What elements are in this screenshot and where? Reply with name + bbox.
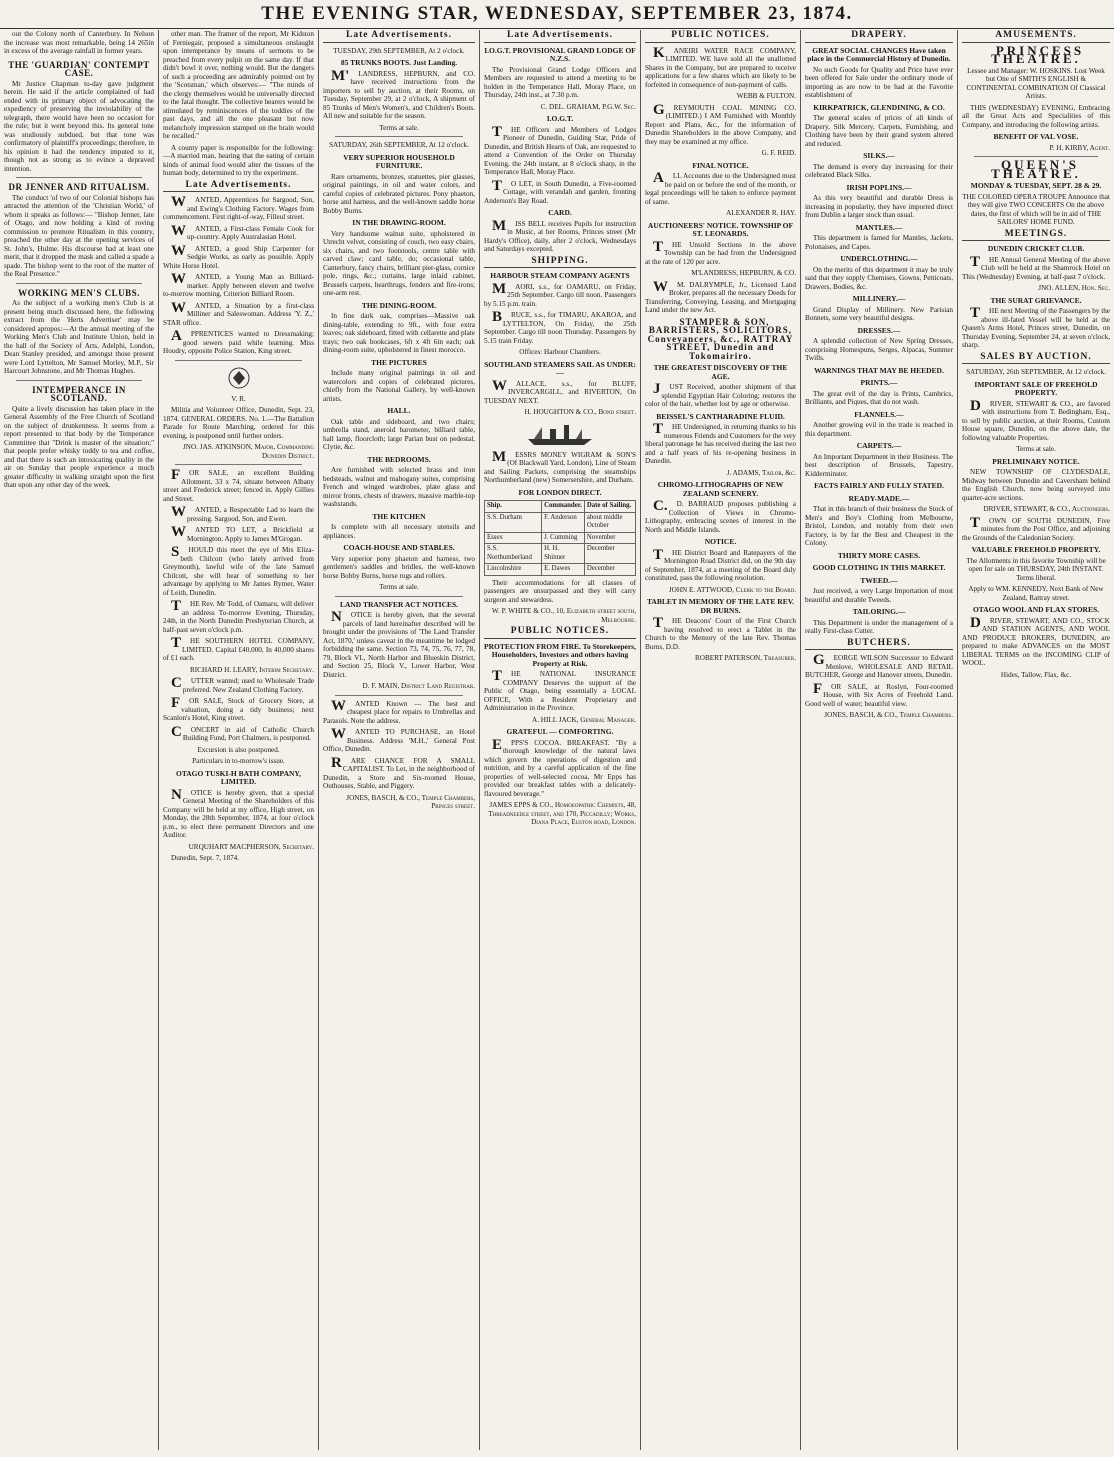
trunks-boots-title: 85 TRUNKS BOOTS. Just Landing.: [340, 58, 458, 67]
divider: [175, 464, 302, 465]
final-signature: ALEXANDER R. HAY.: [726, 209, 796, 217]
silks-text: The demand is every day increasing for their celebrated Black Silks.: [805, 162, 953, 179]
dresses-text: A splendid collection of New Spring Dresses, comprising Homespuns, Serges, Alpacas, Summer Twills.: [805, 337, 953, 362]
column-1: [0, 30, 158, 1450]
ad-item: WANTED, a First-class Female Cook for up-country. Apply Australasian Hotel.: [171, 222, 314, 241]
ad-item: WANTED TO PURCHASE, an Hotel Business. Address 'M.H.,' General Post Office, Dunedin.: [323, 726, 475, 753]
princess-text: Lessee and Manager: W. HOSKINS. Lost Week but One of SMITH'S ENGLISH & CONTINENTAL COMBINATION Of Classical Artists.: [966, 66, 1106, 100]
intemperance-paragraph: Quite a lively discussion has taken place in the General Assembly of the Free Church of Scotland on the subject of drunkenness. It seems from a report presented to that body by the Temperance Committee that "Drink is master of the situation;" that people prefer whisky toddy to tea and coffee, and that there is such an intoxicating quality in the air on Sunday that people experience a much greater difficulty in walking straight upon the first than upon any other day of the week.: [4, 404, 154, 489]
millinery-heading: MILLINERY.—: [852, 294, 906, 303]
table-header-row: [485, 501, 636, 513]
card-ad: MISS BELL receives Pupils for instruction in Music, at her Rooms, Princes street (Mr Hardy's Office), daily, after 2 o'clock, Wednesdays and Saturdays excepted.: [484, 217, 636, 253]
flannels-heading: FLANNELS.—: [854, 409, 904, 419]
passage-signature: W. P. WHITE & CO., 10, Elizabeth street south, Melbourne.: [491, 607, 636, 624]
table-row: [485, 512, 636, 532]
southern-hotel-signature: RICHARD H. LEARY, Interim Secretary.: [189, 665, 314, 674]
kirkpatrick-heading: KIRKPATRICK, GLENDINING, & CO.: [813, 102, 945, 112]
sailing-table: [484, 500, 636, 576]
vr-mark: V. R.: [231, 394, 246, 403]
column-4: [479, 30, 640, 1450]
iogt-signature: C. DEL. GRAHAM, P.G.W. Sec.: [540, 102, 636, 111]
pictures-heading: THE PICTURES: [371, 357, 427, 367]
land-transfer-notice: NOTICE is hereby given, that the several parcels of land hereinafter described will be brought under the provisions of 'The Land Transfer Act, 1870,' unless caveat in the meantime be lodged forbidding the same. Section 73, 74, 75, 76, 77, 78, 79, Block VI., North Harbor and Blueskin District, and Section 25, Block V., Lower Harbor, West District.: [323, 609, 475, 679]
wilson-ad: GEORGE WILSON Successor to Edward Menlove, WHOLESALE AND RETAIL BUTCHER, George and Hanover streets, Dunedin.: [805, 652, 953, 679]
thanks-signature: J. ADAMS, Tailor, &c.: [726, 468, 796, 477]
drawing-room-text: Very handsome walnut suite, upholstered in Utrecht velvet, consisting of couch, two easy chairs, six chairs, and two footstools, centre table with carved claw; card table, do; occasional table, Canterbury, fancy chairs, brilliant pier-glass, cornice pole, rings, &c.; curtains, large inlaid cabinet, Brussels carpets, hearthrugs, fenders and fire-irons; one-arm rest.: [323, 229, 475, 297]
auction-date: SATURDAY, 26th SEPTEMBER, At 12 o'clock.: [329, 141, 469, 149]
wool-footer: Hides, Tallow, Flax, &c.: [1000, 670, 1072, 679]
intro-paragraph: out the Colony north of Canterbury. In Nelson the increase was most remarkable, being 14 265in in excess of the average rainfall in former years.: [4, 30, 154, 55]
table-cell: H. H. Shinner: [542, 544, 585, 564]
auctioneers-heading: AUCTIONEERS' NOTICE. TOWNSHIP OF ST. LEONARDS.: [647, 220, 794, 238]
final-notice: ALL Accounts due to the Undersigned must be paid on or before the end of the month, or legal proceedings will be taken to enforce payment of same.: [645, 170, 796, 206]
stamper-ad: STAMPER & SON, BARRISTERS, SOLICITORS, Conveyancers, &c., RATTRAY STREET, Dunedin and Tokomairiro.: [647, 316, 794, 361]
table-header: Ship.: [485, 501, 542, 513]
sales-heading: SALES BY AUCTION.: [962, 353, 1110, 365]
late-ads-heading: Late Advertisements.: [484, 31, 636, 43]
roslyn-sale-ad: FOR SALE, at Roslyn, Four-roomed House, with Six Acres of Freehold Land. Good well of water; beautiful view.: [805, 680, 953, 708]
ad-item: WANTED TO LET, a Brickfield at Mornington. Apply to James M'Grogan.: [171, 524, 314, 543]
southland-heading: SOUTHLAND STEAMERS SAIL AS UNDER:—: [484, 359, 636, 377]
land-transfer-signature: D. F. MAIN, District Land Registrar.: [362, 682, 475, 690]
dining-room-text: In fine dark oak, comprises—Massive oak dining-table, extending to 9ft., with four extra leaves; oak sideboard, fitted with cellarette and plate trays; two oak bookcases, 6ft x 4ft 6in each; oak dining-room suite, upholstered in finest morocco.: [323, 312, 475, 354]
county-paragraph: A county paper is responsible for the following:—A married man, hearing that the eating of certain kinds of animal food would alter the tissues of the human body, determined to try the experiment.: [163, 143, 314, 177]
iogt-notice: The Provisional Grand Lodge Officers and Members are requested to attend a meeting to be holden in the Temperance Hall, Moray Place, on Thursday, 24th inst., at 7.30 p.m.: [484, 65, 636, 99]
surat-notice: THE next Meeting of the Passengers by the above ill-fated Vessel will be held at the Queen's Arms Hotel, Princes street, Dunedin, on Thursday Evening, September 24, at seven o'clock, sharp.: [962, 305, 1110, 349]
ready-made-text: That in this branch of their business the Stock of Men's and Boy's Clothing from Melbourne, Bristol, London, and notably from their own Factory, is by far the Best and Cheapest in the Colony.: [805, 505, 953, 547]
bath-company-heading: OTAGO TUSKI-H BATH COMPANY, LIMITED.: [175, 768, 301, 786]
district-board-signature: JOHN E. ATTWOOD, Clerk to the Board.: [668, 585, 796, 594]
terms-note: Terms at sale.: [1016, 445, 1056, 453]
intemperance-heading: INTEMPERANCE IN SCOTLAND.: [32, 384, 126, 403]
tweed-text: Just received, a very Large Importation of most beautiful and durable Tweeds.: [805, 587, 953, 604]
good-clothing-heading: GOOD CLOTHING IN THIS MARKET.: [812, 563, 946, 572]
bedrooms-text: Are furnished with selected brass and iron bedsteads, walnut and mahogany suites, comprising French and winged wardrobes, plate glass and mirror fronts, chests of drawers, massive marble-top washstands.: [323, 466, 475, 508]
final-notice-heading: FINAL NOTICE.: [692, 160, 749, 170]
late-ads-heading: Late Advertisements.: [163, 181, 314, 193]
table-cell: Lincolnshire: [485, 564, 542, 576]
beissel-heading: BEISSEL'S CANTHARADINE FLUID.: [656, 411, 785, 421]
tailoring-heading: TAILORING.—: [852, 607, 906, 616]
furniture-ad: Rare ornaments, bronzes, statuettes, pier glasses, original paintings, in oil and water colors, and careful copies of celebrated pictures. Pony phaeton, horse and harness, and the well-known saddle horse Bobby Burns.: [323, 172, 475, 215]
kaneiri-notice: KANEIRI WATER RACE COMPANY, LIMITED. WE have sold all the unallotted Shares in the Company, but are prepared to receive applications for a few shares which are likely to be forfeited in consequence of non-payment of calls.: [645, 44, 796, 89]
hall-heading: HALL.: [387, 406, 411, 415]
underclothing-text: On the merits of this department it may be truly said that they supply Chemises, Gowns, Petticoats, Drawers, Bodies, &c.: [805, 265, 953, 291]
divider: [175, 360, 302, 361]
table-cell: December: [584, 564, 635, 576]
ad-item: FOR SALE, an excellent Building Allotment, 33 x 74, situate between Albany street and Frederick street; fenced in. Apply Gillies and Street.: [163, 467, 314, 503]
iogt-heading: I.O.G.T. PROVISIONAL GRAND LODGE OF N.Z.S.: [484, 45, 636, 63]
pictures-text: Include many original paintings in oil and watercolors and copies of celebrated pictures, chiefly from the National Gallery, by well-known artists.: [323, 369, 475, 403]
column-6: [800, 30, 957, 1450]
epps-signature: JAMES EPPS & CO., Homoeopathic Chemists, 48, Threadneedle street, and 170, Piccadilly; Works, Diana Place, Euston road, London.: [488, 801, 636, 826]
tailoring-text: This Department is under the management of a really First-class Cutter.: [805, 618, 953, 635]
princess-theatre-title: PRINCESS THEATRE.: [991, 42, 1085, 66]
trunks-boots-ad: M'LANDRESS, HEPBURN, and CO. have received instructions from the importers to sell by auction, at their Rooms, on Tuesday, September 29, at 2 o'clock, A shipment of 85 Trunks of Men's Women's, and Children's Boots. All new and suitable for the season.: [323, 67, 475, 120]
public-notices-heading: PUBLIC NOTICES.: [645, 31, 796, 43]
tablet-heading: TABLET IN MEMORY OF THE LATE REV. DR BURNS.: [646, 597, 795, 615]
divider: [335, 136, 463, 137]
amusements-heading: AMUSEMENTS.: [962, 31, 1110, 43]
wallace-signature: H. HOUGHTON & CO., Bond street.: [524, 408, 636, 416]
valuable-heading: VALUABLE FREEHOLD PROPERTY.: [971, 545, 1101, 554]
drapery-paragraph: No such Goods for Quality and Price have ever been offered for Sale under the ordinary mode of importing as are now to be had at the Favorite establishment of: [805, 65, 953, 99]
divider: [335, 596, 463, 597]
drawing-room-heading: IN THE DRAWING-ROOM.: [352, 218, 446, 227]
chromo-ad: C.D. BARRAUD proposes publishing a Collection of Views in Chromo-Lithography, embracing scenes of interest in the North and Middle Islands.: [645, 498, 796, 534]
cricket-heading: DUNEDIN CRICKET CLUB.: [987, 244, 1085, 253]
prints-text: The great evil of the day is Prints, Cambrics, Brilliants, and Piques, that do not wash.: [805, 389, 953, 406]
great-changes-heading: GREAT SOCIAL CHANGES Have taken place in the Commercial History of Dunedin.: [807, 45, 951, 63]
ad-item: WANTED, a good Ship Carpenter for Sedgie Works, as early as possible. Apply White Horse Hotel.: [163, 242, 314, 270]
guardian-heading: THE 'GUARDIAN' CONTEMPT CASE.: [8, 59, 150, 78]
kaneiri-signature: WEBB & FULTON.: [736, 92, 796, 100]
driver-ad: DRIVER, STEWART & CO., are favored with instructions from T. Bedingham, Esq., to sell by public auction, at their Rooms, Custom House square, Dunedin, on the above date, the following valuable Properties.: [962, 397, 1110, 442]
table-header: Commander.: [542, 501, 585, 513]
kitchen-text: Is complete with all necessary utensils and appliances.: [323, 523, 475, 540]
ad-item: APPRENTICES wanted to Dressmaking; good sewers paid while learning. Miss Houdry, opposite Police Station, King street.: [163, 328, 314, 355]
wool-ad: DRIVER, STEWART, AND CO., STOCK AND STATION AGENTS, AND WOOL AND PRODUCE BROKERS, DUNEDIN, are prepared to make ADVANCES on the MOST LIBERAL TERMS on the INCOMING CLIP of WOOL.: [962, 614, 1110, 667]
freehold-heading: IMPORTANT SALE OF FREEHOLD PROPERTY.: [974, 379, 1098, 397]
furniture-title: VERY SUPERIOR HOUSEHOLD FURNITURE.: [343, 152, 455, 170]
auctioneers-signature: M'LANDRESS, HEPBURN, & CO.: [691, 269, 796, 277]
report-paragraph: other man. The framer of the report, Mr Kidston of Ferniegair, proposed a simultaneous onslaught upon intemperance by means of sermons to be preached from every pulpit on the same day. If that didn't bowl it over, nothing would. But the dangers of such a proceeding are admirably pointed out by the 'Scotsman,' which observes:— "The minds of the clergy themselves would be universally directed to the fatal thought. The collective hearers would be stimulated by reminiscences of the toddies of the past days, and all the one pleasant but now melancholy impression stamped on the brain would be recalled.": [163, 30, 314, 140]
late-ads-heading: Late Advertisements.: [323, 31, 475, 43]
carpets-text: An Important Department in their Business. The best description of Brussels, Tapestry, Kidderminster.: [805, 452, 953, 478]
column-2: [158, 30, 318, 1450]
table-cell: S.S. Durham: [485, 512, 542, 532]
iogt2-notice: THE Officers and Members of Lodges Pioneer of Dunedin, Guiding Star, Pride of Dunedin, and British Hearts of Oak, are requested to attend a Convention of the Order on Thursday Evening, the 24th instant, at 8 o'clock sharp, in the Temperance Hall, Moray Place.: [484, 123, 636, 176]
bath-company-signature: URQUHART MACPHERSON, Secretary.: [188, 842, 314, 851]
clubs-paragraph: As the subject of a working men's Club is at present being much discussed here, the following extract from the 'Herts Advertiser' may be considered apropos:—At the annual meeting of the Working Men's Club and Institute Union, held in the hall of the Society of Arts, Adelphi, London, Dean Stanley presided, and amongst those present were Lord Lyttelton, Mr Samuel Morley, M.P., Sir Harcourt Johnstone, and Mr Thomas Hughes.: [4, 299, 154, 375]
bruce-ad: BRUCE, s.s., for TIMARU, AKAROA, and LYTTELTON, On Friday, the 25th September. Cargo till noon Thursday. Passengers by 5.15 train Friday.: [484, 309, 636, 345]
ad-item: THE Rev. Mr Todd, of Oamaru, will deliver an address To-morrow Evening, Thursday, 24th, in the North Dunedin Presbyterian Church, at half-past seven o'clock p.m.: [163, 598, 314, 634]
ad-item: FOR SALE, Stock of Grocery Store, at valuation, doing a tidy business; next Scanlon's Hotel, King street.: [163, 695, 314, 722]
jenner-heading: DR JENNER AND RITUALISM.: [8, 182, 150, 192]
table-cell: Essex: [485, 532, 542, 544]
epps-ad: EPPS'S COCOA. BREAKFAST. "By a thorough knowledge of the natural laws which govern the operations of digestion and nutrition, and by a careful application of the fine properties of well-selected cocoa, Mr Epps has provided our breakfast tables with a delicately-flavoured beverage.": [484, 736, 636, 798]
apply-text: Apply to WM. KENNEDY, Next Bank of New Zealand, Rattray street.: [968, 585, 1104, 602]
harbour-heading: HARBOUR STEAM COMPANY AGENTS: [490, 271, 630, 280]
queens-date: MONDAY & TUESDAY, SEPT. 28 & 29.: [970, 181, 1102, 190]
column-5: [640, 30, 800, 1450]
bedrooms-heading: THE BEDROOMS.: [367, 454, 431, 464]
table-cell: S.S. Northumberland: [485, 544, 542, 564]
militia-signature: JNO. JAS. ATKINSON, Major, Commanding Dunedin District.: [183, 443, 314, 460]
drapery-heading: DRAPERY.: [805, 31, 953, 43]
notice-heading: NOTICE.: [704, 537, 737, 546]
iogt2-heading: I.O.G.T.: [546, 114, 574, 123]
jenner-paragraph: The conduct 'of two of our Colonial bishops has attracted the attention of the 'Christian World,' of whom it speaks as follows:— "Bishop Jenner, late of Otago, and now holding a kind of roving commission to promote Ritualism in this country, preached the other day at the opening services of St. John's, Hulme. His discourse had at least one merit, that it dropped the mask and called a spade a spade. The bishop went to the root of the matter of the Real Presence.": [4, 193, 154, 278]
divider: [16, 177, 142, 178]
wool-heading: OTAGO WOOL AND FLAX STORES.: [972, 605, 1100, 614]
fire-heading: PROTECTION FROM FIRE. To Storekeepers, Householders, Investors and others having Property at Risk.: [484, 641, 636, 668]
irish-heading: IRISH POPLINS.—: [846, 182, 912, 192]
masthead: THE EVENING STAR, WEDNESDAY, SEPTEMBER 23, 1874.: [0, 0, 1114, 29]
discovery-ad: JUST Received, another shipment of that splendid Egyptian Hair Coloring; restores the color of the hair, whether lost by age or otherwise.: [645, 381, 796, 408]
drapery-paragraph: The general scales of prices of all kinds of Drapery, Silk Mercery, Carpets, Furnishing, and Clothing have been by their grand system altered and reduced.: [805, 114, 953, 148]
allotments-text: The Allotments in this favorite Township will be open for sale on THURSDAY, 24th INSTANT. Terms liberal.: [966, 556, 1106, 582]
butchers-heading: BUTCHERS.: [805, 639, 953, 651]
excursion-note: Excursion is also postponed.: [197, 745, 280, 754]
table-cell: November: [584, 532, 635, 544]
preliminary-text: NEW TOWNSHIP OF CLYDESDALE, Midway between Dunedin and Caversham behind the English Church, now being surveyed into quarter-acre sections.: [962, 468, 1110, 502]
greymouth-notice: GREYMOUTH COAL MINING CO. (LIMITED.) I AM Furnished with Monthly Report and Plans, &c., for the information of Dunedin Shareholders in the above Company, and they may be examined at my office.: [645, 101, 796, 146]
column-7: [957, 30, 1114, 1450]
chromo-heading: CHROMO-LITHOGRAPHS OF NEW ZEALAND SCENERY.: [657, 480, 784, 498]
ad-item: WANTED Known — The best and cheapest place for repairs to Umbrellas and Parasols. Note the address.: [323, 697, 475, 725]
table-cell: December: [584, 544, 635, 564]
ad-item: WANTED, a Situation by a first-class Milliner and Saleswoman. Address 'Y. Z.,' STAR office.: [163, 299, 314, 327]
ad-item: SHOULD this meet the eye of Mrs Eliza-beth Chilcott (who lately arrived from Greymouth), lawful wife of the late Samuel Chilcott, she will hear of something to her advantage by applying to Mr James Rymer, Water of Leith, Dunedin.: [163, 544, 314, 597]
surat-heading: THE SURAT GRIEVANCE.: [990, 295, 1082, 305]
to-let-ad: TO LET, in South Dunedin, a Five-roomed Cottage, with verandah and garden, fronting Anderson's Bay Road.: [484, 177, 636, 205]
auctioneers-notice: THE Unsold Sections in the above Township can be had from the Undersigned at the rate of 120 per acre.: [645, 238, 796, 266]
terms-note: Terms at sale.: [379, 583, 419, 591]
district-board-notice: THE District Board and Ratepayers of the Mornington Road District did, on the 9th day of September, 1874, at a meeting of the Board duly constituted, pass the following resolution.: [645, 546, 796, 582]
sale-date: SATURDAY, 26th SEPTEMBER, At 12 o'clock.: [966, 368, 1106, 376]
princess-text: THIS (WEDNESDAY) EVENING, Embracing all the Great Acts and Specialities of this Company, and introducing the following artists.: [962, 103, 1110, 129]
ad-item: RARE CHANCE FOR A SMALL CAPITALIST. To Let, in the neighborhood of Dunedin, a Store and Six-roomed House, Outhouses, Stable, and Piggery.: [323, 754, 475, 790]
table-row: [485, 564, 636, 576]
south-dunedin-ad: TOWN OF SOUTH DUNEDIN, Five minutes from the Post Office, and adjoining the Grounds of the Caledonian Society.: [962, 514, 1110, 542]
bath-company-date: Dunedin, Sept. 7, 1874.: [171, 854, 240, 862]
bath-company-notice: NOTICE is hereby given, that a special General Meeting of the Shareholders of this Company will be held at my office, High street, on Monday, the 28th September, 1874, at four o'clock p.m., to elect three permanent Directors and one Auditor.: [163, 786, 314, 839]
preliminary-heading: PRELIMINARY NOTICE.: [992, 456, 1080, 466]
divider: [16, 283, 142, 284]
ad-item: CONCERT in aid of Catholic Church Building Fund, Port Chalmers, is postponed.: [171, 723, 314, 742]
national-signature: A. HILL JACK, General Manager.: [532, 715, 636, 724]
ad-item: WANTED, a Young Man as Billiard-marker. Apply between eleven and twelve to-morrow morning, Criterion Billiard Room.: [163, 271, 314, 298]
warnings-heading: WARNINGS THAT MAY BE HEEDED.: [814, 365, 944, 375]
money-wigram-ad: MESSRS MONEY WIGRAM & SON'S (Of Blackwall Yard, London), Line of Steam and Sailing Packets, comprising the steamships Northumberland (new) Somersetshire, and Durham.: [484, 448, 636, 484]
ready-made-heading: READY-MADE.—: [848, 493, 910, 503]
cricket-signature: JNO. ALLEN, Hon. Sec.: [1038, 284, 1110, 292]
passage-text: Their accommodations for all classes of passengers are unsurpassed and they will carry surgeon and stewardess.: [484, 578, 636, 604]
southern-hotel-ad: THE SOUTHERN HOTEL COMPANY, LIMITED. Capital £40,000, In 40,000 shares of £1 each.: [163, 635, 314, 662]
ads-signature: JONES, BASCH, & CO., Temple Chambers, Princes street.: [346, 793, 475, 810]
guardian-paragraph: Mr Justice Chapman to-day gave judgment herein. He said if the article complained of had ended with its primary object of advocating the expediency of preserving the inviolability of the telegraph, there would have been no occasion for the rule; but it went beyond this. Its general tone was studiously subdued, but that tone was confirmatory of plaintiff's proceedings; therefore, in his opinion it had the tendency imputed to it, though not as strong as to evince a depraved intention.: [4, 79, 154, 173]
national-insurance-ad: THE NATIONAL INSURANCE COMPANY Deserves the support of the Public of Otago, being essentially a LOCAL OFFICE, With a Resident Proprietary and Administration in the Province.: [484, 668, 636, 712]
table-cell: J. Cumming: [542, 532, 585, 544]
militia-orders: Militia and Volunteer Office, Dunedin, Sept. 23, 1874. GENERAL ORDERS. No. 1.—The Battalion Parade for Route Marching, ordered for this evening, is postponed until further orders.: [163, 406, 314, 440]
public-notices-heading: PUBLIC NOTICES.: [484, 627, 636, 639]
royal-crest-icon: [199, 365, 279, 391]
column-3: [318, 30, 479, 1450]
auction-date: TUESDAY, 29th SEPTEMBER, At 2 o'clock.: [333, 46, 465, 55]
table-row: [485, 532, 636, 544]
meetings-heading: MEETINGS.: [962, 230, 1110, 242]
kitchen-heading: THE KITCHEN: [372, 511, 426, 521]
steamship-icon: [520, 421, 600, 447]
tablet-signature: ROBERT PATERSON, Treasurer.: [694, 654, 796, 662]
prints-heading: PRINTS.—: [860, 378, 898, 387]
maori-ad: MAORI, s.s., for OAMARU, on Friday, 25th September. Cargo till noon. Passengers by 5.15 p.m. train.: [484, 280, 636, 308]
particulars-note: Particulars in to-morrow's issue.: [192, 757, 285, 765]
greymouth-signature: G. F. REID.: [761, 149, 796, 157]
epps-heading: GRATEFUL — COMFORTING.: [506, 727, 614, 736]
dining-room-heading: THE DINING-ROOM.: [361, 300, 437, 310]
table-row: [485, 544, 636, 564]
carpets-heading: CARPETS.—: [856, 441, 902, 450]
london-heading: FOR LONDON DIRECT.: [518, 487, 602, 497]
clubs-heading: WORKING MEN'S CLUBS.: [18, 287, 140, 298]
table-cell: F. Anderson: [542, 512, 585, 532]
divider: [16, 380, 142, 381]
terms-note: Terms at sale.: [379, 123, 419, 132]
card-heading: CARD.: [548, 208, 572, 217]
irish-text: As this very beautiful and durable Dress is increasing in popularity, they have imported direct from Dublin a larger stock than usual.: [805, 194, 953, 219]
table-cell: about middle October: [584, 512, 635, 532]
queens-theatre-title: QUEEN'S THEATRE.: [991, 157, 1081, 181]
silks-heading: SILKS.—: [863, 151, 895, 160]
thirty-cases-heading: THIRTY MORE CASES.: [837, 550, 921, 560]
dresses-heading: DRESSES.—: [857, 325, 901, 335]
tablet-notice: THE Deacons' Court of the First Church having resolved to erect a Tablet in the Church to the Memory of the late Rev. Thomas Burns, D.D.: [645, 615, 796, 651]
queens-text: THE COLORED OPERA TROUPE Announce that they will give TWO CONCERTS On the above dates, the first of which will be in aid of THE SAILORS' HOME FUND.: [962, 192, 1110, 226]
divider: [335, 695, 463, 696]
thanks-ad: THE Undersigned, in returning thanks to his numerous Friends and Customers for the very liberal patronage he has received during the last two and a half years of his re-opening business in Dunedin.: [645, 421, 796, 465]
ad-item: WANTED, Apprentices for Sargood, Son, and Ewing's Clothing Factory. Wages from commencement. First right-of-way, Filleul street.: [163, 194, 314, 221]
land-transfer-heading: LAND TRANSFER ACT NOTICES.: [339, 599, 459, 609]
underclothing-heading: UNDERCLOTHING.—: [840, 254, 918, 263]
tweed-heading: TWEED.—: [860, 575, 898, 585]
coach-heading: COACH-HOUSE AND STABLES.: [343, 543, 455, 552]
table-cell: E. Dawes: [542, 564, 585, 576]
coach-text: Very superior pony phaeton and harness, two gentlemen's saddles and bridles, the well-known horse Bobby Burns, horse rugs and rollers.: [323, 554, 475, 580]
shipping-heading: SHIPPING.: [484, 257, 636, 269]
table-header: Date of Sailing.: [584, 501, 635, 513]
roslyn-signature: JONES, BASCH, & CO., Temple Chambers.: [824, 711, 953, 719]
flannels-text: Another growing evil in the trade is reached in this department.: [805, 421, 953, 438]
facts-heading: FACTS FAIRLY AND FULLY STATED.: [814, 481, 944, 490]
discovery-heading: THE GREATEST DISCOVERY OF THE AGE.: [653, 363, 788, 381]
wallace-ad: WALLACE, s.s., for BLUFF, INVERCARGILL, and RIVERTON, On TUESDAY NEXT.: [484, 377, 636, 405]
ad-item: CUTTER wanted; used to Wholesale Trade preferred. New Zealand Clothing Factory.: [171, 675, 314, 694]
benefit-signature: P. H. KIRBY, Agent.: [1049, 143, 1110, 152]
mantles-heading: MANTLES.—: [855, 222, 903, 232]
ad-item: WANTED, a Respectable Lad to learn the pressing. Sargood, Son, and Ewen.: [171, 504, 314, 523]
driver-signature: DRIVER, STEWART, & CO., Auctioneers.: [983, 505, 1110, 513]
hall-text: Oak table and sideboard, and two chairs; umbrella stand, aneroid barometer, billiard table, hall lamp, floorcloth; large Parian bust on pedestal, Clytie, &c.: [323, 417, 475, 451]
mantles-text: This department is famed for Mantles, Jackets, Polonaises, and Capes.: [805, 234, 953, 251]
cricket-notice: THE Annual General Meeting of the above Club will be held at the Shamrock Hotel on This (Wednesday) Evening, at half-past 7 o'clock.: [962, 253, 1110, 281]
millinery-text: Grand Display of Millinery. New Parisian Bonnets, some very beautiful designs.: [805, 305, 953, 322]
dalrymple-ad: WM. DALRYMPLE, Jr., Licensed Land Broker, prepares all the necessary Deeds for Transferring, Conveying, Leasing, and Mortgaging Land under the new Act.: [645, 278, 796, 314]
offices-note: Offices: Harbour Chambers.: [519, 348, 601, 356]
benefit-heading: BENEFIT OF VAL VOSE.: [993, 132, 1079, 141]
